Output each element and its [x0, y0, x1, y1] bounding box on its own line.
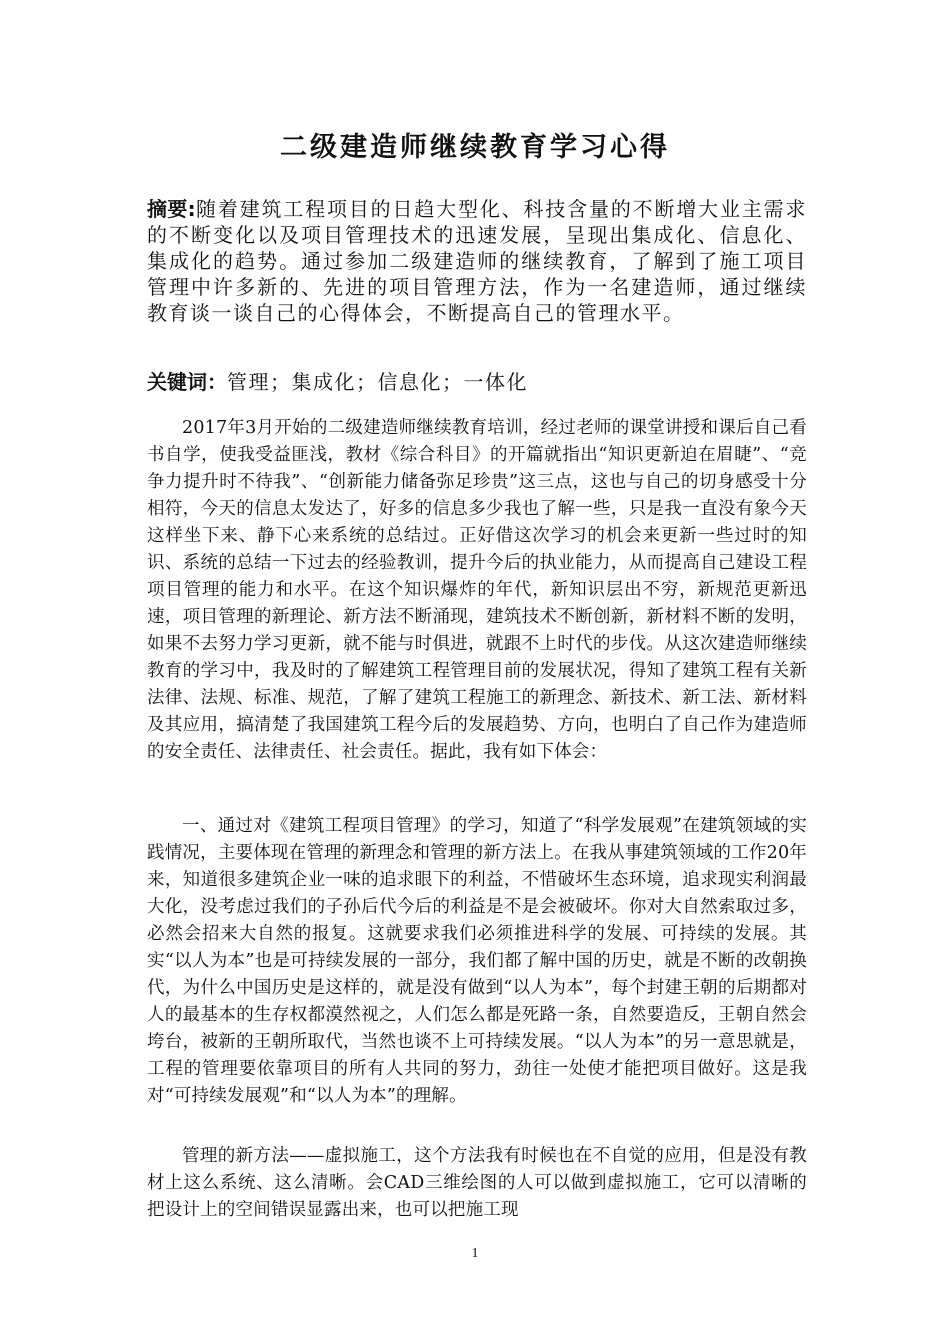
body-paragraph: 一、通过对《建筑工程项目管理》的学习，知道了“科学发展观”在建筑领域的实践情况，主要体现在管理的新理念和管理的新方法上。在我从事建筑领域的工作20年来，知道很多建筑企业一味的追求眼下的利益，不惜破坏生态环境，追求现实利润最大化，没考虑过我们的子孙后代今后的利益是不是会被破坏。你对大自然索取过多，必然会招来大自然的报复。这就要求我们必须推进科学的发展、可持续的发展。其实“以人为本”也是可持续发展的一部分，我们都了解中国的历史，就是不断的改朝换代，为什么中国历史是这样的，就是没有做到“以人为本”，每个封建王朝的后期都对人的最基本的生存权都漠然视之，人们怎么都是死路一条，自然要造反，王朝自然会垮台，被新的王朝所取代，当然也谈不上可持续发展。“以人为本”的另一意思就是，工程的管理要依靠项目的所有人共同的努力，劲往一处使才能把项目做好。这是我对“可持续发展观”和“以人为本”的理解。 [147, 816, 807, 1106]
abstract-text: 随着建筑工程项目的日趋大型化、科技含量的不断增大业主需求的不断变化以及项目管理技术的迅速发展，呈现出集成化、信息化、集成化的趋势。通过参加二级建造师的继续教育，了解到了施工项目管理中许多新的、先进的项目管理方法，作为一名建造师，通过继续教育谈一谈自己的心得体会，不断提高自己的管理水平。 [147, 197, 808, 325]
document-title: 二级建造师继续教育学习心得 [280, 132, 670, 163]
keywords-text: 管理；集成化；信息化；一体化 [227, 370, 528, 394]
body-paragraph: 2017年3月开始的二级建造师继续教育培训，经过老师的课堂讲授和课后自己看书自学，使我受益匪浅，教材《综合科目》的开篇就指出“知识更新迫在眉睫”、“竞争力提升时不待我”、“创新能力储备弥足珍贵”这三点，这也与自己的切身感受十分相符，今天的信息太发达了，好多的信息多少我也了解一些，只是我一直没有象今天这样坐下来、静下心来系统的总结过。正好借这次学习的机会来更新一些过时的知识、系统的总结一下过去的经验教训，提升今后的执业能力，从而提高自己建设工程项目管理的能力和水平。在这个知识爆炸的年代，新知识层出不穷，新规范更新迅速，项目管理的新理论、新方法不断涌现，建筑技术不断创新，新材料不断的发明，如果不去努力学习更新，就不能与时俱进，就跟不上时代的步伐。从这次建造师继续教育的学习中，我及时的了解建筑工程管理目前的发展状况，得知了建筑工程有关新法律、法规、标准、规范，了解了建筑工程施工的新理念、新技术、新工法、新材料及其应用，搞清楚了我国建筑工程今后的发展趋势、方向，也明白了自己作为建造师的安全责任、法律责任、社会责任。据此，我有如下体会： [147, 418, 807, 762]
page-number: 1 [471, 1246, 479, 1261]
keywords-label: 关键词： [147, 370, 227, 394]
abstract [147, 196, 807, 326]
keywords [147, 367, 807, 397]
abstract-label: 摘要: [147, 197, 196, 221]
body-paragraph: 管理的新方法——虚拟施工，这个方法我有时候也在不自觉的应用，但是没有教材上这么系统、这么清晰。会CAD三维绘图的人可以做到虚拟施工，它可以清晰的把设计上的空间错误显露出来，也可以把施工现 [147, 1146, 807, 1220]
